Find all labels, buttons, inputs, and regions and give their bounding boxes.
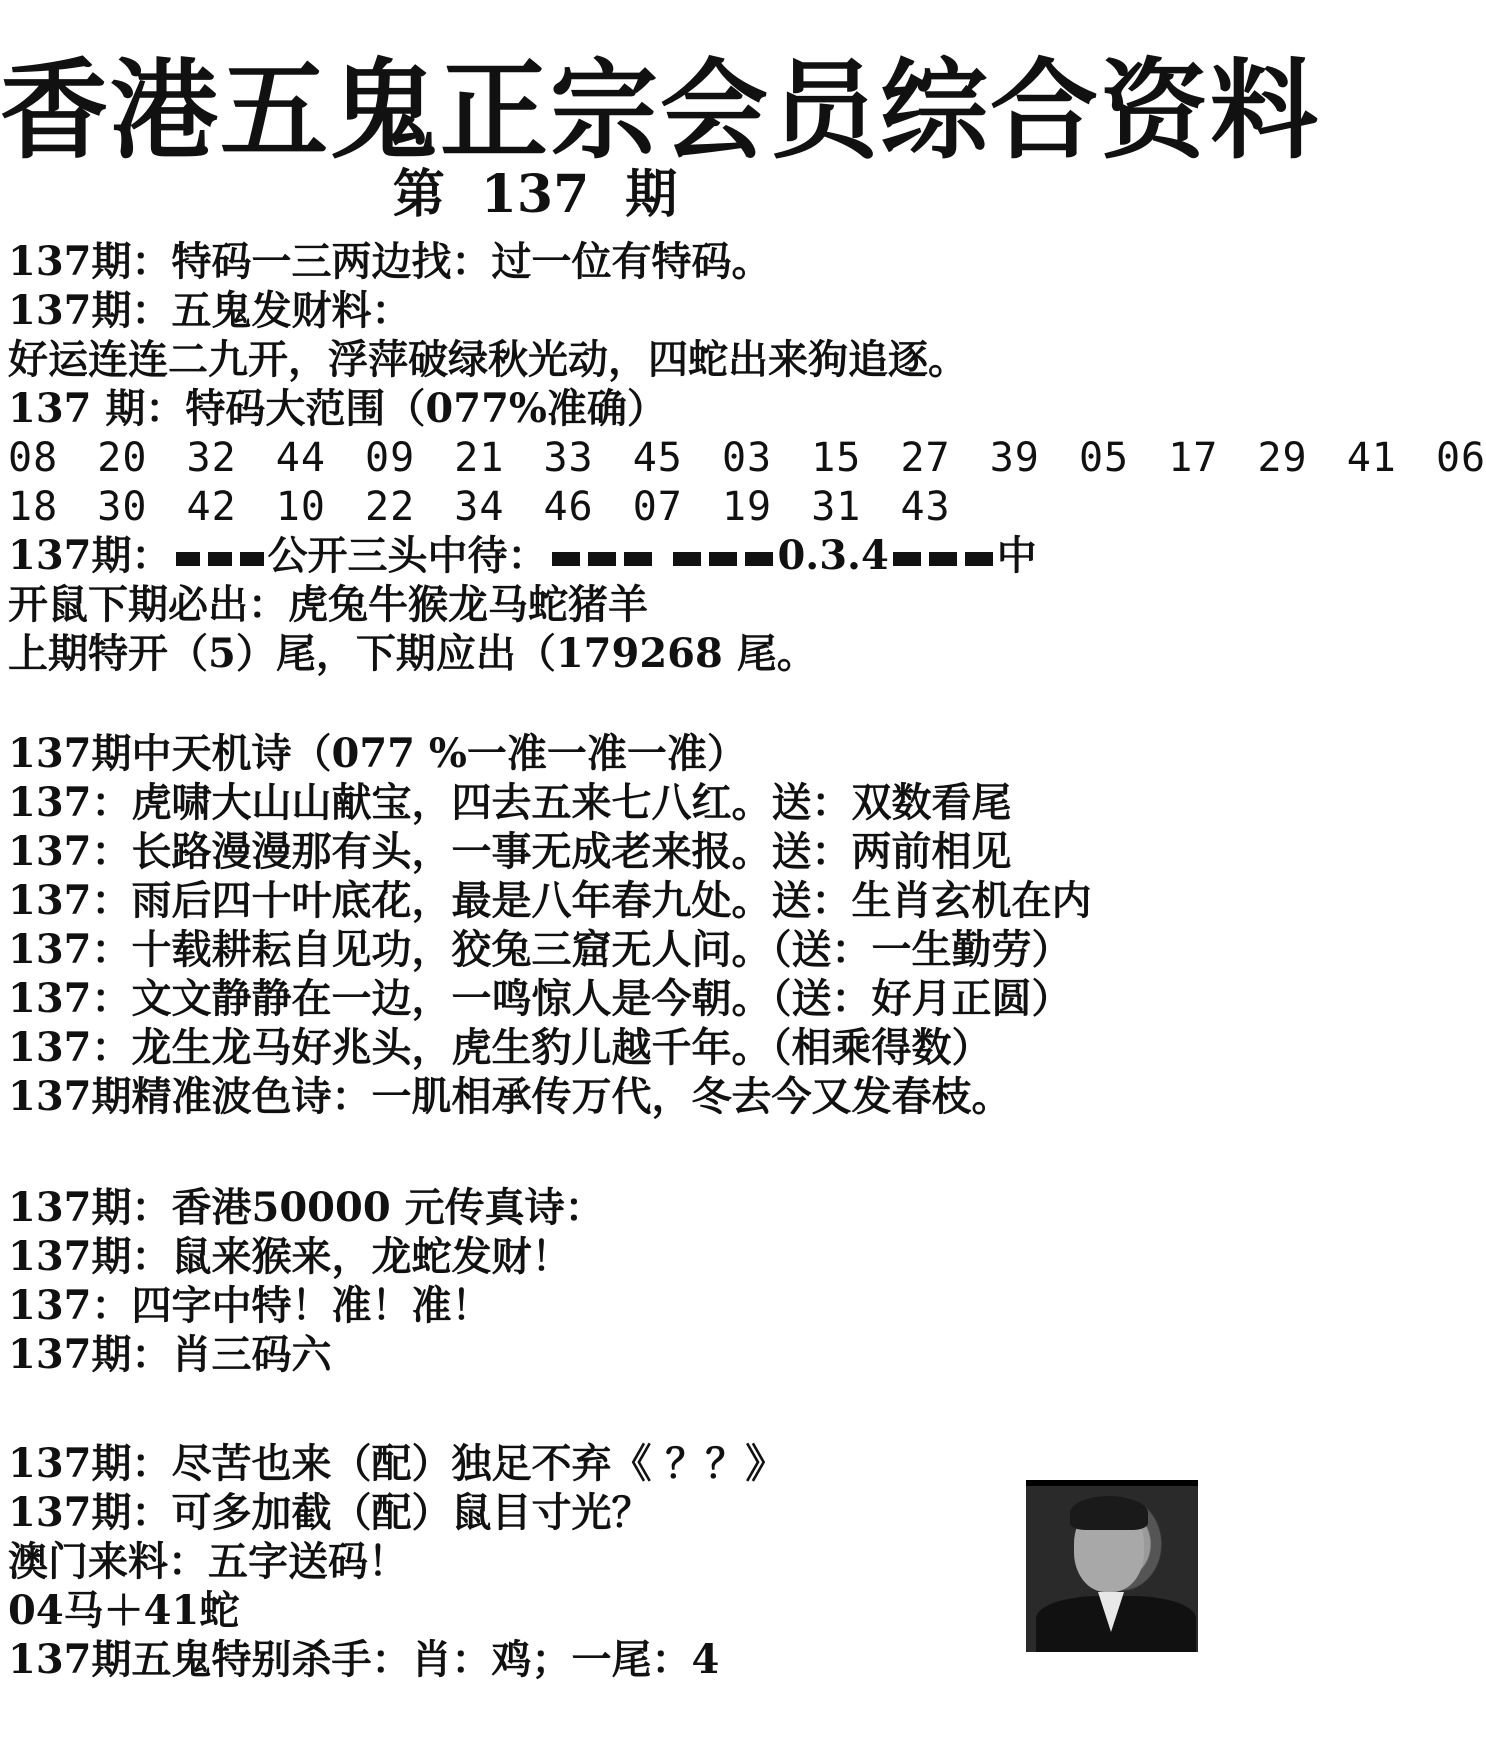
- poem-line-5: 137：文文静静在一边，一鸣惊人是今朝。（送：好月正圆）: [8, 975, 1072, 1022]
- redaction-mark: [673, 552, 701, 566]
- number-row-1: 08 20 32 44 09 21 33 45 03 15 27 39 05 17 29 41 06: [8, 435, 1486, 481]
- color-poem-line: 137期精准波色诗：一肌相承传万代，冬去今又发春枝。: [8, 1073, 1012, 1120]
- poem-heading: 137期中天机诗（077 %一准一准一准）: [8, 730, 747, 777]
- redaction-mark: [552, 552, 580, 566]
- masked-line-suffix: 中: [996, 532, 1037, 579]
- fax-poem-heading: 137期：香港50000 元传真诗：: [8, 1184, 605, 1231]
- portrait-hair: [1070, 1496, 1148, 1530]
- macau-heading: 澳门来料：五字送码！: [8, 1538, 408, 1585]
- portrait-photo: [1026, 1480, 1198, 1652]
- fax-poem-line-3: 137期：肖三码六: [8, 1331, 332, 1378]
- text-line-3: 好运连连二九开，浮萍破绿秋光动，四蛇出来狗追逐。: [8, 336, 968, 383]
- riddle-line-2: 137期：可多加截（配）鼠目寸光？: [8, 1489, 652, 1536]
- redaction-mark: [965, 552, 993, 566]
- issue-number: 137: [480, 164, 590, 225]
- fax-poem-line-1: 137期：鼠来猴来，龙蛇发财！: [8, 1233, 572, 1280]
- poem-line-4: 137：十载耕耘自见功，狡兔三窟无人问。（送：一生勤劳）: [8, 926, 1072, 973]
- redaction-mark: [929, 552, 957, 566]
- masked-line-middle: 公开三头中待：: [267, 532, 548, 579]
- redaction-mark: [624, 552, 652, 566]
- number-row-2: 18 30 42 10 22 34 46 07 19 31 43: [8, 484, 951, 530]
- masked-line-prefix: 137期：: [8, 532, 172, 579]
- issue-title: [0, 165, 1070, 225]
- killer-line: 137期五鬼特别杀手：肖：鸡；一尾：4: [8, 1636, 720, 1683]
- text-line-4: 137 期：特码大范围（077%准确）: [8, 385, 667, 432]
- issue-prefix: 第: [392, 164, 445, 225]
- poem-line-1: 137：虎啸大山山献宝，四去五来七八红。送：双数看尾: [8, 779, 1012, 826]
- riddle-line-1: 137期：尽苦也来（配）独足不弃《 ？？》: [8, 1440, 786, 1487]
- redaction-mark: [709, 552, 737, 566]
- text-line-8: 上期特开（5）尾，下期应出（179268 尾。: [8, 630, 817, 677]
- redaction-mark: [208, 552, 232, 566]
- poem-line-3: 137：雨后四十叶底花，最是八年春九处。送：生肖玄机在内: [8, 877, 1092, 924]
- poem-line-2: 137：长路漫漫那有头，一事无成老来报。送：两前相见: [8, 828, 1012, 875]
- text-line-2: 137期：五鬼发财料：: [8, 287, 412, 334]
- masked-line: [8, 532, 1037, 580]
- masked-line-digits: 0.3.4: [777, 532, 889, 579]
- macau-codes: 04马＋41蛇: [8, 1587, 240, 1634]
- redaction-mark: [176, 552, 200, 566]
- poem-line-6: 137：龙生龙马好兆头，虎生豹儿越千年。（相乘得数）: [8, 1024, 992, 1071]
- text-line-7: 开鼠下期必出：虎兔牛猴龙马蛇猪羊: [8, 581, 648, 628]
- redaction-mark: [588, 552, 616, 566]
- main-title: 香港五鬼正宗会员综合资料: [0, 49, 1321, 174]
- fax-poem-line-2: 137：四字中特！准！准！: [8, 1282, 492, 1329]
- issue-suffix: 期: [625, 164, 678, 225]
- text-line-1: 137期：特码一三两边找：过一位有特码。: [8, 238, 772, 285]
- redaction-mark: [745, 552, 773, 566]
- redaction-mark: [893, 552, 921, 566]
- redaction-mark: [240, 552, 264, 566]
